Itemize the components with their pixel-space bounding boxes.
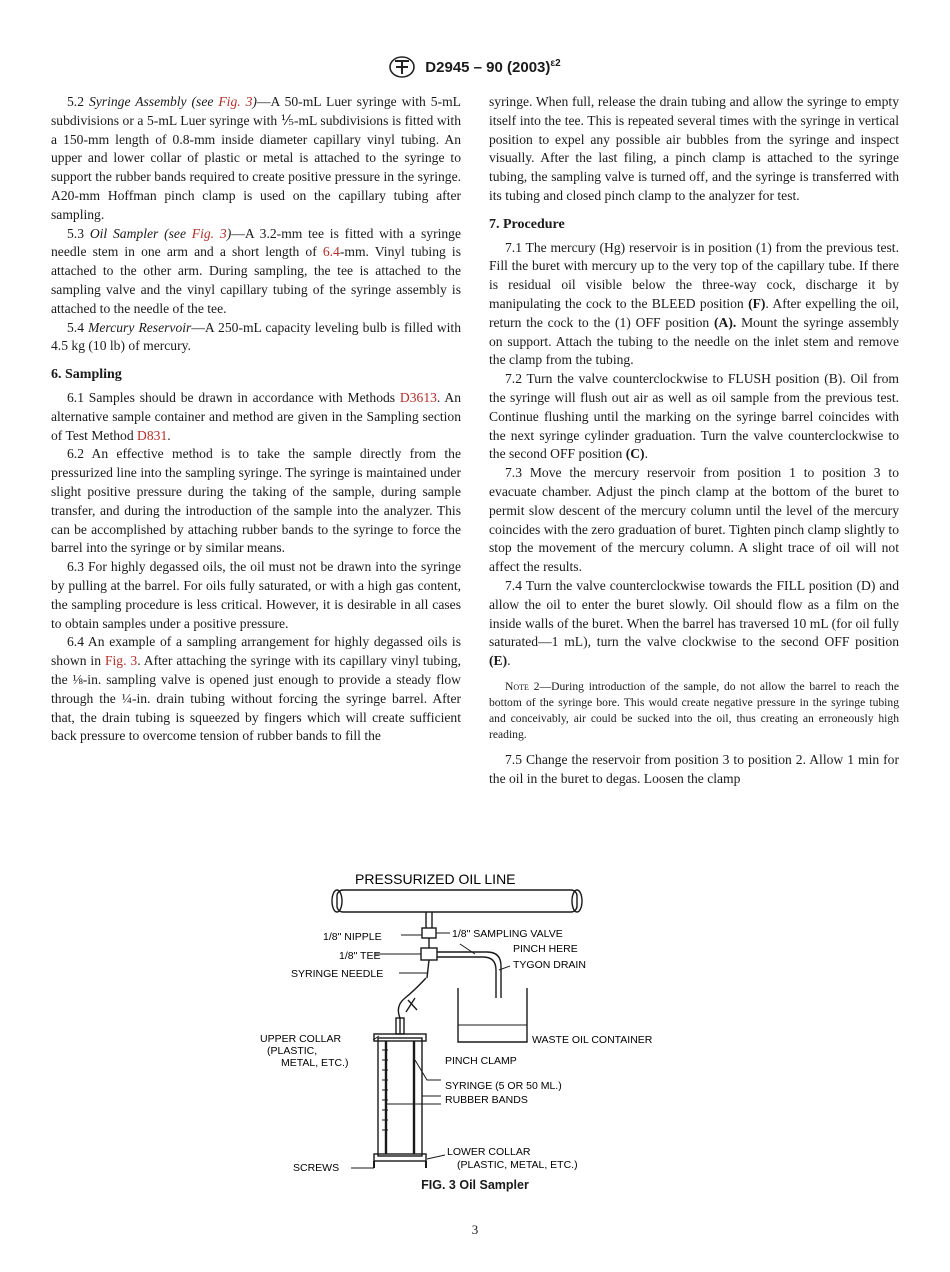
paragraph-6-4: 6.4 An example of a sampling arrangement for highly degassed oils is shown in Fig. 3. After attaching the syringe with its capillary vinyl tubing, the ⅛-in. sampling valve is opened just enough to provide a steady flow through the ¼-in. drain tubing without forcing the syringe barrel. After that, the drain tubing is squeezed by fingers which will create sufficient back pressure to overcome tension of rubber bands to fill the — [51, 634, 461, 744]
oil-line-pipe — [337, 890, 577, 912]
label-syringe-needle: SYRINGE NEEDLE — [291, 968, 384, 980]
paragraph-5-3: 5.3 Oil Sampler (see Fig. 3)—A 3.2-mm tee is fitted with a syringe needle stem in one arm and a short length of 6.4-mm. Vinyl tubing is attached to the other arm. During sampling, the tee is attached to the sampling valve and the vinyl capillary tubing of the syringe assembly is attached to the needle of the tee. — [51, 225, 462, 316]
label-screws: SCREWS — [293, 1162, 340, 1174]
paragraph-5-2: 5.2 Syringe Assembly (see Fig. 3)—A 50-mL Luer syringe with 5-mL subdivisions or a 5-mL Luer syringe with ⅕-mL subdivisions is fitted with a 150-mm length of 0.8-mm inside diameter capillary vinyl tubing. An upper and lower collar of plastic or metal is attached to the syringe to support the rubber bands required to create positive pressure in the syringe. A20-mm Hoffman pinch clamp is used on the capillary tubing after sampling. — [51, 94, 461, 222]
label-sampling-valve: 1/8" SAMPLING VALVE — [452, 928, 563, 940]
label-rubber-bands: RUBBER BANDS — [445, 1094, 528, 1106]
figure-caption: FIG. 3 Oil Sampler — [421, 1178, 529, 1192]
syringe-body — [378, 1038, 422, 1156]
label-upper-collar-material-2: METAL, ETC.) — [281, 1057, 349, 1069]
label-upper-collar-material: (PLASTIC, — [267, 1045, 318, 1057]
page-header — [0, 56, 950, 78]
d3613-link[interactable]: D3613 — [399, 389, 437, 405]
note-2: Note 2—During introduction of the sample, do not allow the barrel to reach the bottom of the syringe bore. This would create negative pressure in the syringe tubing and conceivably, air could be sucked into the oil, thus creating an erroneously high reading. — [489, 679, 899, 741]
paragraph-7-2: 7.2 Turn the valve counterclockwise to FLUSH position (B). Oil from the syringe will flush out air as well as oil sample from the previous test. Continue flushing until the marking on the syringe barrel coincides with the next syringe cylinder graduation. Turn the valve counterclockwise to the second OFF position (C). — [489, 371, 899, 462]
label-pinch-here: PINCH HERE — [513, 943, 578, 955]
label-tee: 1/8" TEE — [339, 950, 381, 962]
paragraph-6-4-continued: syringe. When full, release the drain tubing and allow the syringe to empty itself into the tee. This is repeated several times with the syringe in vertical position to expel any possible air bubbles from the syringe and inspect visually. After the last filing, a pinch clamp is attached to the syringe tubing, the sampling valve is turned off, and the syringe is transferred with its tubing and closed pinch clamp to the analyzer for test. — [489, 94, 899, 203]
paragraph-5-4: 5.4 Mercury Reservoir—A 250-mL capacity leveling bulb is filled with 4.5 kg (10 lb) of mercury. — [51, 319, 461, 354]
paragraph-6-3: 6.3 For highly degassed oils, the oil must not be drawn into the syringe by pulling at the barrel. For oils fully saturated, or with a high gas content, the sampling procedure is less critical. However, it is desirable in all cases to obtain samples under a positive pressure. — [51, 559, 461, 631]
d831-link[interactable]: D831 — [137, 427, 168, 443]
page-number: 3 — [471, 1222, 479, 1237]
paragraph-6-2: 6.2 An effective method is to take the sample directly from the pressurized line into the sampling syringe. The syringe is maintained under slight positive pressure during the taking of the sample, during sample transfer, and during the introduction of the sample into the analyzer. This can be accomplished by attaching rubber bands to the syringe to force the barrel into the syringe or by similar means. — [51, 446, 461, 556]
paragraph-6-1: 6.1 Samples should be drawn in accordance with Methods D3613. An alternative sample container and method are given in the Sampling section of Test Method D831. — [51, 389, 461, 443]
paragraph-7-4: 7.4 Turn the valve counterclockwise towards the FILL position (D) and allow the oil to enter the buret slowly. Oil should flow as a film on the inside walls of the buret. When the barrel has traversed 10 mL (for oil fully saturated—1 mL), turn the valve clockwise to the second OFF position (E). — [489, 577, 899, 669]
label-lower-collar-material: (PLASTIC, METAL, ETC.) — [457, 1159, 578, 1171]
section-6-4-link[interactable]: 6.4 — [322, 244, 340, 260]
label-syringe: SYRINGE (5 OR 50 ML.) — [445, 1080, 562, 1092]
right-column — [489, 93, 899, 789]
label-lower-collar: LOWER COLLAR — [447, 1146, 531, 1158]
document-id: D2945 – 90 $(2003)^{\varepsilon 2}$ — [425, 58, 561, 76]
fig-3-link[interactable]: Fig. 3 — [218, 94, 253, 109]
label-waste-oil-container: WASTE OIL CONTAINER — [532, 1034, 653, 1046]
label-upper-collar: UPPER COLLAR — [260, 1033, 342, 1045]
astm-logo-icon — [389, 56, 415, 78]
left-column — [51, 93, 461, 746]
label-pinch-clamp: PINCH CLAMP — [445, 1055, 517, 1067]
label-pressurized-oil-line: PRESSURIZED OIL LINE — [355, 871, 516, 887]
section-heading-procedure: 7. Procedure — [489, 216, 565, 232]
label-tygon-drain: TYGON DRAIN — [513, 959, 586, 971]
fig-3-link[interactable]: Fig. 3 — [191, 225, 227, 241]
paragraph-7-5: 7.5 Change the reservoir from position 3 to position 2. Allow 1 min for the oil in the buret to degas. Loosen the clamp — [489, 751, 899, 786]
oil-sampler-figure — [255, 870, 695, 1180]
paragraph-7-3: 7.3 Move the mercury reservoir from position 1 to position 3 to evacuate chamber. Adjust the pinch clamp at the bottom of the buret to permit slow descent of the mercury column until the level of the mercury coincides with the zero graduation of buret. Tighten pinch clamp slightly to stop the movement of the mercury column. A slight trace of oil will not affect the results. — [489, 465, 900, 575]
paragraph-7-1: 7.1 The mercury (Hg) reservoir is in position (1) from the previous test. Fill the buret with mercury up to the very top of the capillary tube. If there is residual oil visible below the three-way cock, discharge it by manipulating the cock to the BLEED position (F). After expelling the oil, return the cock to the (1) OFF position (A). Mount the syringe assembly on support. Attach the tubing to the needle on the inlet stem and remove the clamp from the tubing. — [489, 239, 899, 368]
section-heading-sampling: 6. Sampling — [51, 367, 122, 383]
label-nipple: 1/8" NIPPLE — [323, 931, 382, 943]
fig-3-link[interactable]: Fig. 3 — [104, 653, 138, 669]
